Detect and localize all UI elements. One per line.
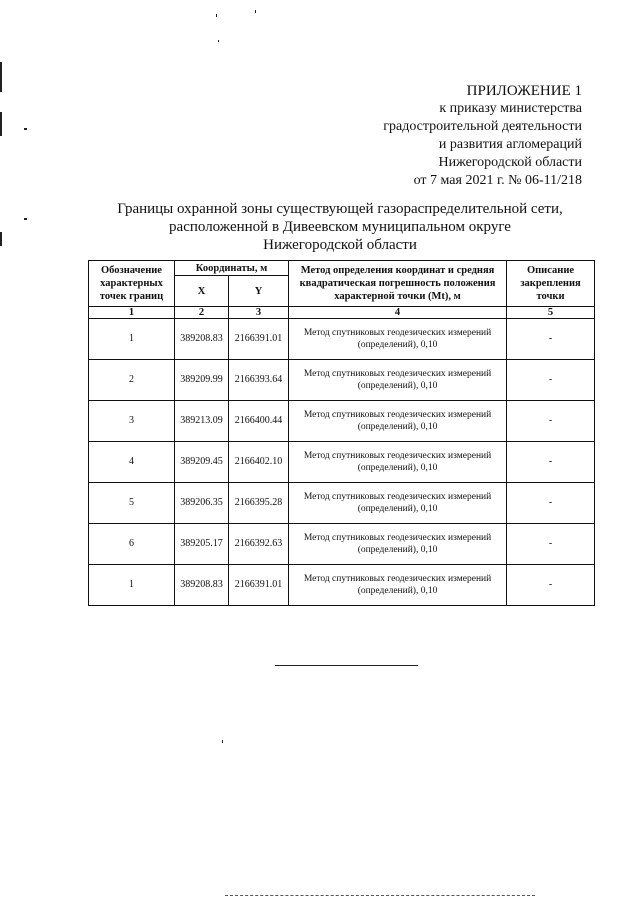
method-cell: Метод спутниковых геодезических измерений (определений), 0,10 — [289, 401, 507, 442]
method-cell: Метод спутниковых геодезических измерений (определений), 0,10 — [289, 524, 507, 565]
table-row — [89, 401, 595, 442]
separator-line — [275, 665, 418, 666]
coord-x: 389209.99 — [175, 360, 229, 401]
column-number: 1 — [89, 307, 175, 319]
point-id: 2 — [89, 360, 175, 401]
table-row — [89, 360, 595, 401]
coord-x: 389213.09 — [175, 401, 229, 442]
scan-mark — [24, 128, 27, 130]
point-id: 4 — [89, 442, 175, 483]
description-cell: - — [507, 401, 595, 442]
column-number: 3 — [229, 307, 289, 319]
appendix-line: от 7 мая 2021 г. № 06-11/218 — [413, 173, 582, 188]
coord-y: 2166391.01 — [229, 565, 289, 606]
column-number: 2 — [175, 307, 229, 319]
point-id: 6 — [89, 524, 175, 565]
description-cell: - — [507, 442, 595, 483]
appendix-header — [282, 82, 582, 190]
column-number: 5 — [507, 307, 595, 319]
scan-mark — [0, 112, 2, 136]
title-line: Нижегородской области — [263, 237, 417, 253]
description-cell: - — [507, 565, 595, 606]
coord-y: 2166393.64 — [229, 360, 289, 401]
table-row — [89, 483, 595, 524]
title-line: расположенной в Дивеевском муниципальном округе — [169, 219, 511, 235]
appendix-line: градостроительной деятельности — [383, 119, 582, 134]
coord-y: 2166395.28 — [229, 483, 289, 524]
scan-mark — [222, 740, 223, 743]
header-coordinates: Координаты, м — [175, 261, 289, 276]
coord-y: 2166400.44 — [229, 401, 289, 442]
coord-x: 389206.35 — [175, 483, 229, 524]
header-method: Метод определения координат и средняя квадратическая погрешность положения характерной точки (Mt), м — [289, 261, 507, 307]
document-title — [60, 200, 620, 254]
scan-mark — [218, 40, 219, 42]
table-row — [89, 442, 595, 483]
point-id: 3 — [89, 401, 175, 442]
appendix-line: Нижегородской области — [438, 155, 582, 170]
coord-y: 2166402.10 — [229, 442, 289, 483]
method-cell: Метод спутниковых геодезических измерений (определений), 0,10 — [289, 483, 507, 524]
coordinates-table — [88, 260, 595, 606]
method-cell: Метод спутниковых геодезических измерений (определений), 0,10 — [289, 319, 507, 360]
scan-mark — [24, 218, 27, 220]
point-id: 1 — [89, 319, 175, 360]
method-cell: Метод спутниковых геодезических измерений (определений), 0,10 — [289, 360, 507, 401]
coord-y: 2166392.63 — [229, 524, 289, 565]
title-line: Границы охранной зоны существующей газораспределительной сети, — [117, 201, 563, 217]
table-row — [89, 524, 595, 565]
point-id: 1 — [89, 565, 175, 606]
description-cell: - — [507, 483, 595, 524]
column-number: 4 — [289, 307, 507, 319]
description-cell: - — [507, 360, 595, 401]
scan-mark — [0, 62, 2, 92]
method-cell: Метод спутниковых геодезических измерений (определений), 0,10 — [289, 565, 507, 606]
appendix-line: к приказу министерства — [439, 101, 582, 116]
scan-mark — [0, 232, 2, 246]
appendix-line: и развития агломераций — [438, 137, 582, 152]
description-cell: - — [507, 524, 595, 565]
header-x: X — [175, 276, 229, 307]
point-id: 5 — [89, 483, 175, 524]
coord-x: 389208.83 — [175, 565, 229, 606]
coord-y: 2166391.01 — [229, 319, 289, 360]
method-cell: Метод спутниковых геодезических измерений (определений), 0,10 — [289, 442, 507, 483]
table-row — [89, 319, 595, 360]
header-y: Y — [229, 276, 289, 307]
header-designation: Обозначение характерных точек границ — [89, 261, 175, 307]
scan-mark — [216, 14, 217, 17]
description-cell: - — [507, 319, 595, 360]
coord-x: 389209.45 — [175, 442, 229, 483]
coord-x: 389208.83 — [175, 319, 229, 360]
appendix-line: ПРИЛОЖЕНИЕ 1 — [466, 83, 582, 99]
header-description: Описание закрепления точки — [507, 261, 595, 307]
coord-x: 389205.17 — [175, 524, 229, 565]
scan-mark — [255, 10, 256, 13]
table-row — [89, 565, 595, 606]
bottom-edge-line — [225, 895, 535, 896]
